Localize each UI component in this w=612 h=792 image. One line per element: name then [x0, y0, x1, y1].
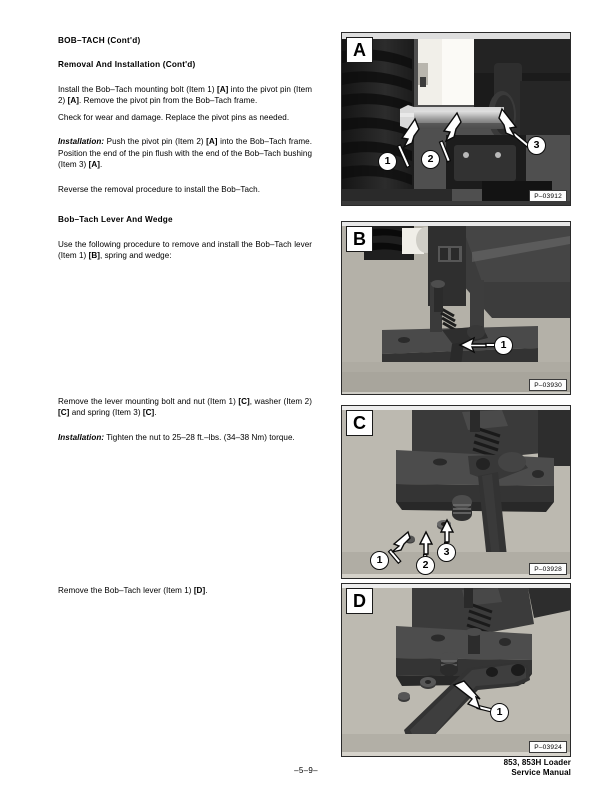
- figure-b-photo: [342, 222, 570, 394]
- paragraph-procedure-intro: [58, 239, 312, 262]
- p1-ref-a1: [A]: [217, 84, 229, 94]
- footer-manual-title: [504, 758, 571, 778]
- figure-a-callout-2: 2: [421, 150, 440, 169]
- footer-manual-line1: 853, 853H Loader: [503, 758, 571, 767]
- paragraph-check-wear: Check for wear and damage. Replace the pivot pins as needed.: [58, 113, 290, 122]
- figure-b: [341, 221, 571, 395]
- p6-ref-c1: [C]: [238, 397, 250, 406]
- text-group-install-bolt: [58, 36, 312, 120]
- figure-d-id: P–03924: [529, 741, 567, 753]
- p3-text-2: into the Bob–Tach frame. Position the end of the pin flush with the end of the Bob–Tach bushing (Item 3): [58, 137, 312, 170]
- p6-ref-c2: [C]: [58, 408, 70, 418]
- paragraph-remove-mounting-hardware: [58, 396, 312, 419]
- figure-c-callout-3: 3: [437, 543, 456, 562]
- p1-text-3: . Remove the pivot pin from the Bob–Tach frame.: [79, 96, 258, 106]
- footer-page-number: –5–9–: [294, 766, 318, 775]
- p1-text-2: into the pivot pin (Item 2): [58, 84, 313, 106]
- figure-b-image: [342, 222, 570, 394]
- paragraph-installation-torque: [58, 432, 312, 443]
- figure-c: [341, 405, 571, 579]
- figure-d-letter: D: [346, 588, 373, 614]
- figure-c-callout-2: 2: [416, 556, 435, 575]
- figure-a-callout-1: 1: [378, 152, 397, 171]
- section-heading-lever-wedge: Bob–Tach Lever And Wedge: [58, 215, 173, 224]
- p3-text-3: .: [99, 160, 103, 170]
- figure-b-callout-1: 1: [494, 336, 513, 355]
- p5-ref-b1: [B]: [88, 251, 100, 261]
- text-group-inspection-installation: [58, 112, 312, 195]
- p6-ref-c3: [C]: [142, 408, 155, 418]
- figure-d-image: [342, 584, 570, 756]
- text-group-remove-bolt-washer-spring: [58, 396, 312, 443]
- figure-b-letter: B: [346, 226, 373, 252]
- figure-a: [341, 32, 571, 206]
- figure-b-id: P–03930: [529, 379, 567, 391]
- paragraph-install-bolt: [58, 84, 312, 107]
- figure-d: [341, 583, 571, 757]
- p6-text-3: and spring (Item 3): [69, 408, 143, 418]
- page-title: BOB–TACH (Cont'd): [58, 36, 141, 45]
- figure-a-callout-3: 3: [527, 136, 546, 155]
- p1-text-1: Install the Bob–Tach mounting bolt (Item 1): [58, 84, 217, 94]
- paragraph-installation-pivot-pin: [58, 136, 312, 170]
- figure-a-letter: A: [346, 37, 373, 63]
- p6-text-4: .: [154, 408, 157, 418]
- footer-manual-line2: Service Manual: [511, 768, 571, 777]
- installation-label-1: Installation:: [58, 137, 105, 147]
- installation-label-2: Installation:: [58, 432, 105, 442]
- figure-c-callout-1: 1: [370, 551, 389, 570]
- p5-text-2: , spring and wedge:: [99, 251, 172, 261]
- p3-ref-a2: [A]: [88, 160, 100, 170]
- p6-text-1: Remove the lever mounting bolt and nut (Item 1): [58, 397, 239, 406]
- paragraph-remove-lever: [58, 585, 312, 596]
- text-group-lever-wedge: [58, 215, 312, 262]
- figure-c-letter: C: [346, 410, 373, 436]
- figure-d-callout-1: 1: [490, 703, 509, 722]
- p1-ref-a2: [A]: [67, 96, 79, 106]
- paragraph-reverse-procedure: Reverse the removal procedure to install the Bob–Tach.: [58, 184, 261, 194]
- p6-text-2: , washer (Item 2): [249, 397, 312, 406]
- text-group-remove-lever: [58, 585, 312, 596]
- p8-text-1: Remove the Bob–Tach lever (Item 1): [58, 586, 194, 595]
- p8-text-2: .: [205, 586, 208, 595]
- figure-c-id: P–03928: [529, 563, 567, 575]
- torque-spec-text: Tighten the nut to 25–28 ft.–lbs. (34–38 Nm) torque.: [104, 432, 295, 442]
- p3-ref-a1: [A]: [206, 137, 218, 147]
- p5-text-1: Use the following procedure to remove and install the Bob–Tach lever (Item 1): [58, 239, 312, 261]
- figure-d-photo: [342, 584, 570, 756]
- p3-text-1: Push the pivot pin (Item 2): [104, 137, 207, 147]
- figure-a-id: P–03912: [529, 190, 567, 202]
- section-heading-removal-installation: Removal And Installation (Cont'd): [58, 59, 196, 69]
- p8-ref-d1: [D]: [193, 586, 206, 595]
